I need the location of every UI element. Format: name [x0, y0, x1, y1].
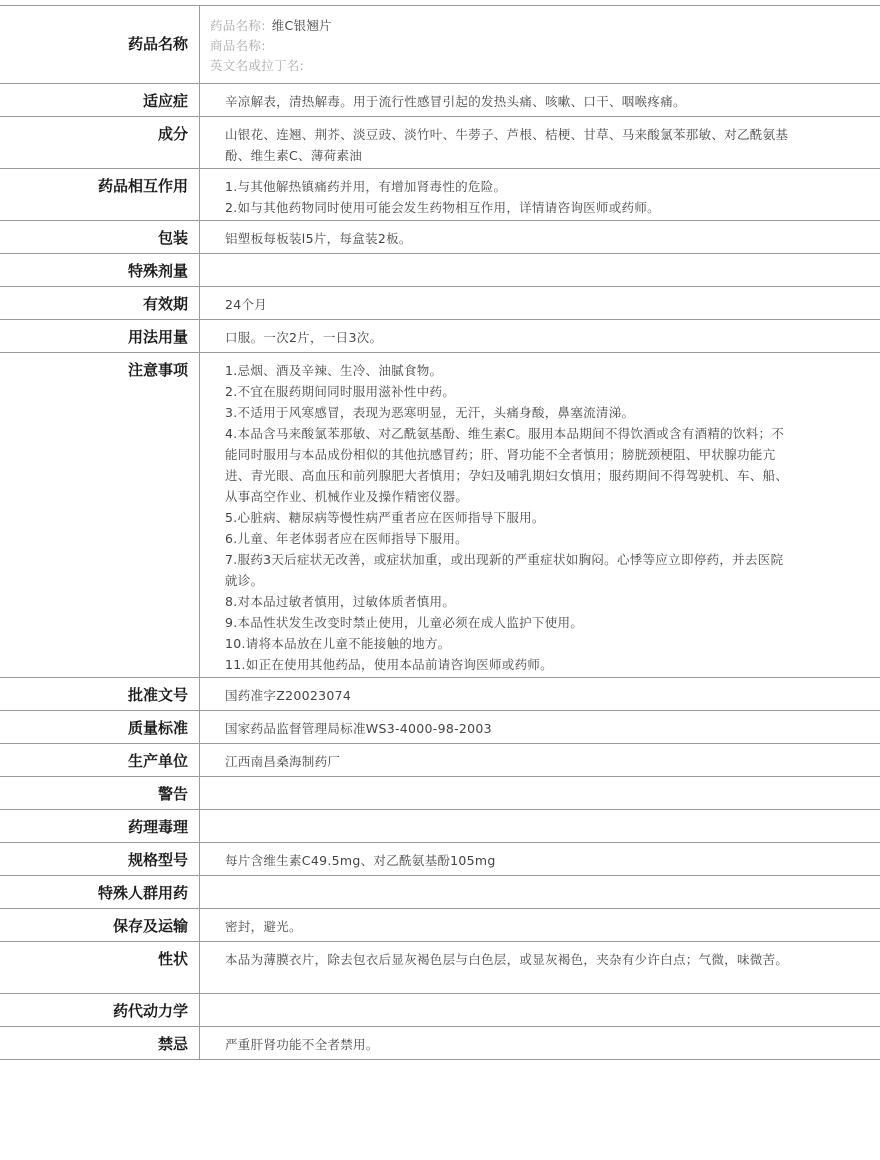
precaution-line: 10.请将本品放在儿童不能接触的地方。: [225, 636, 451, 651]
row-packaging: [0, 221, 880, 254]
row-ingredients: [0, 117, 880, 169]
row-value: 密封，避光。: [225, 919, 302, 934]
row-pharmacokinetics: [0, 994, 880, 1027]
row-label: 特殊剂量: [0, 254, 200, 286]
trade-name-line: [210, 36, 860, 56]
ingredients-text: 山银花、连翘、荆芥、淡豆豉、淡竹叶、牛蒡子、芦根、桔梗、甘草、马来酸氯苯那敏、对乙酰氨基酚、维生素C、薄荷素油: [225, 127, 789, 163]
row-value: [200, 169, 880, 220]
row-value: 24个月: [225, 297, 268, 312]
row-value: [200, 810, 880, 842]
interaction-line: 2.如与其他药物同时使用可能会发生药物相互作用，详情请咨询医师或药师。: [225, 200, 660, 215]
row-warning: [0, 777, 880, 810]
row-label: 批准文号: [0, 678, 200, 710]
row-description: [0, 942, 880, 994]
row-label: 特殊人群用药: [0, 876, 200, 908]
row-value: [200, 942, 880, 993]
precaution-line: 8.对本品过敏者慎用，过敏体质者慎用。: [225, 594, 456, 609]
row-storage: [0, 909, 880, 942]
row-label: 警告: [0, 777, 200, 809]
row-special-population: [0, 876, 880, 909]
row-contraindications: [0, 1027, 880, 1060]
row-label: 质量标准: [0, 711, 200, 743]
row-value: 国家药品监督管理局标准WS3-4000-98-2003: [225, 721, 492, 736]
row-label: 适应症: [0, 84, 200, 116]
row-quality-standard: [0, 711, 880, 744]
precaution-line: 6.儿童、年老体弱者应在医师指导下服用。: [225, 531, 468, 546]
row-approval-number: [0, 678, 880, 711]
generic-name-line: [210, 16, 860, 36]
drug-name-values: [200, 6, 880, 83]
row-label: 禁忌: [0, 1027, 200, 1059]
row-label: 生产单位: [0, 744, 200, 776]
row-value: [200, 994, 880, 1026]
precaution-line: 2.不宜在服药期间同时服用滋补性中药。: [225, 384, 456, 399]
precaution-line: 11.如正在使用其他药品，使用本品前请咨询医师或药师。: [225, 657, 553, 672]
row-value: 口服。一次2片，一日3次。: [225, 330, 383, 345]
precaution-line: 1.忌烟、酒及辛辣、生冷、油腻食物。: [225, 363, 443, 378]
row-pharmacology: [0, 810, 880, 843]
drug-info-table: [0, 5, 880, 1060]
row-value: 国药准字Z20023074: [225, 688, 352, 703]
english-name-key: 英文名或拉丁名:: [210, 58, 305, 73]
row-value: [200, 876, 880, 908]
row-value: [200, 777, 880, 809]
row-value: [200, 353, 880, 677]
english-name-line: [210, 56, 860, 76]
generic-name-key: 药品名称:: [210, 18, 266, 33]
row-indication: [0, 84, 880, 117]
row-value: 严重肝肾功能不全者禁用。: [225, 1037, 379, 1052]
row-label: 有效期: [0, 287, 200, 319]
row-value: 每片含维生素C49.5mg、对乙酰氨基酚105mg: [225, 853, 496, 868]
row-special-dosage: [0, 254, 880, 287]
description-text: 本品为薄膜衣片，除去包衣后显灰褐色层与白色层，或显灰褐色，夹杂有少许白点；气微，味微苦。: [225, 952, 789, 967]
row-label: 药品相互作用: [0, 169, 200, 220]
interaction-line: 1.与其他解热镇痛药并用，有增加肾毒性的危险。: [225, 179, 507, 194]
row-label: 药品名称: [0, 6, 200, 83]
row-interactions: [0, 169, 880, 221]
row-value: 江西南昌桑海制药厂: [225, 754, 341, 769]
row-label: 用法用量: [0, 320, 200, 352]
row-value: [200, 254, 880, 286]
row-label: 成分: [0, 117, 200, 168]
row-value: 辛凉解表，清热解毒。用于流行性感冒引起的发热头痛、咳嗽、口干、咽喉疼痛。: [225, 94, 686, 109]
row-manufacturer: [0, 744, 880, 777]
row-label: 规格型号: [0, 843, 200, 875]
precaution-line: 7.服药3天后症状无改善，或症状加重，或出现新的严重症状如胸闷。心悸等应立即停药，并去医院就诊。: [225, 552, 784, 588]
row-label: 性状: [0, 942, 200, 993]
row-value: 铝塑板每板装l5片，每盒装2板。: [225, 231, 412, 246]
row-label: 药理毒理: [0, 810, 200, 842]
precaution-line: 5.心脏病、糖尿病等慢性病严重者应在医师指导下服用。: [225, 510, 545, 525]
generic-name-value: 维C银翘片: [271, 18, 332, 33]
row-label: 注意事项: [0, 353, 200, 677]
row-label: 保存及运输: [0, 909, 200, 941]
row-specification: [0, 843, 880, 876]
precaution-line: 4.本品含马来酸氯苯那敏、对乙酰氨基酚、维生素C。服用本品期间不得饮酒或含有酒精的饮料；不能同时服用与本品成份相似的其他抗感冒药；肝、肾功能不全者慎用；膀胱颈梗阻、甲状腺功能亢进、青光眼、高血压和前列腺肥大者慎用；孕妇及哺乳期妇女慎用；服药期间不得驾驶机、车、船、从事高空作业、机械作业及操作精密仪器。: [225, 426, 789, 504]
precaution-line: 9.本品性状发生改变时禁止使用，儿童必须在成人监护下使用。: [225, 615, 584, 630]
row-label: 包装: [0, 221, 200, 253]
trade-name-key: 商品名称:: [210, 38, 266, 53]
row-precautions: [0, 353, 880, 678]
row-drug-name: [0, 6, 880, 84]
row-usage: [0, 320, 880, 353]
row-shelf-life: [0, 287, 880, 320]
row-label: 药代动力学: [0, 994, 200, 1026]
precaution-line: 3.不适用于风寒感冒，表现为恶寒明显，无汗，头痛身酸，鼻塞流清涕。: [225, 405, 635, 420]
row-value: [200, 117, 880, 168]
